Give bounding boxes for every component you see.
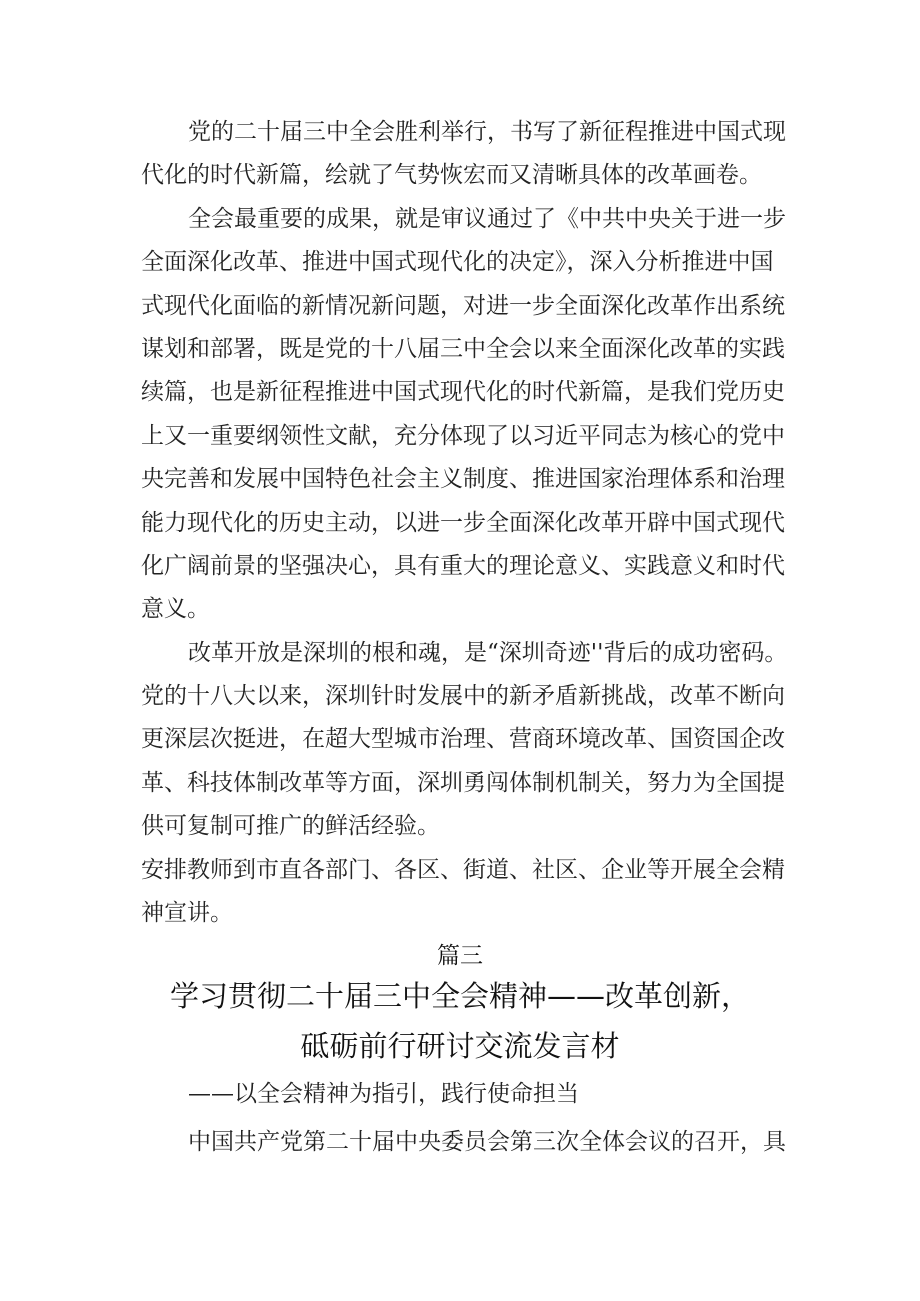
paragraph-2-line-9: 化广阔前景的坚强决心，具有重大的理论意义、实践意义和时代 [141, 553, 785, 579]
paragraph-2-line-2: 全面深化改革、推进中国式现代化的决定》，深入分析推进中国 [141, 249, 774, 275]
paragraph-2-line-4: 谋划和部署，既是党的十八届三中全会以来全面深化改革的实践 [141, 336, 785, 362]
paragraph-1-line-1: 党的二十届三中全会胜利举行，书写了新征程推进中国式现 [188, 119, 786, 145]
body-opening-line: 中国共产党第二十届中央委员会第三次全体会议的召开，具 [188, 1129, 786, 1155]
section-label: 篇三 [437, 943, 483, 969]
paragraph-3-line-1: 改革开放是深圳的根和魂，是“深圳奇迹''背后的成功密码。 [188, 640, 788, 666]
article-subtitle: ——以全会精神为指引，践行使命担当 [188, 1081, 579, 1107]
paragraph-4-line-2: 神宣讲。 [141, 900, 233, 926]
paragraph-2-line-1: 全会最重要的成果，就是审议通过了《中共中央关于进一步 [188, 206, 786, 232]
paragraph-2-line-3: 式现代化面临的新情况新问题，对进一步全面深化改革作出系统 [141, 293, 785, 319]
paragraph-2-line-5: 续篇，也是新征程推进中国式现代化的时代新篇，是我们党历史 [141, 379, 785, 405]
article-title-line-1: 学习贯彻二十届三中全会精神——改革创新， [169, 979, 750, 1013]
article-title-line-2: 砥砺前行研讨交流发言材 [300, 1029, 620, 1063]
paragraph-3-line-4: 革、科技体制改革等方面，深圳勇闯体制机制关，努力为全国提 [141, 770, 785, 796]
paragraph-3-line-5: 供可复制可推广的鲜活经验。 [141, 813, 440, 839]
paragraph-1-line-2: 代化的时代新篇，绘就了气势恢宏而又清晰具体的改革画卷。 [141, 162, 762, 188]
paragraph-2-line-8: 能力现代化的历史主动，以进一步全面深化改革开辟中国式现代 [141, 510, 785, 536]
paragraph-2-line-10: 意义。 [141, 596, 210, 622]
paragraph-2-line-7: 央完善和发展中国特色社会主义制度、推进国家治理体系和治理 [141, 466, 785, 492]
paragraph-3-line-3: 更深层次挺进，在超大型城市治理、营商环境改革、国资国企改 [141, 726, 785, 752]
paragraph-2-line-6: 上又一重要纲领性文献，充分体现了以习近平同志为核心的党中 [141, 423, 785, 449]
paragraph-3-line-2: 党的十八大以来，深圳针时发展中的新矛盾新挑战，改革不断向 [141, 683, 785, 709]
paragraph-4-line-1: 安排教师到市直各部门、各区、街道、社区、企业等开展全会精 [141, 857, 785, 883]
